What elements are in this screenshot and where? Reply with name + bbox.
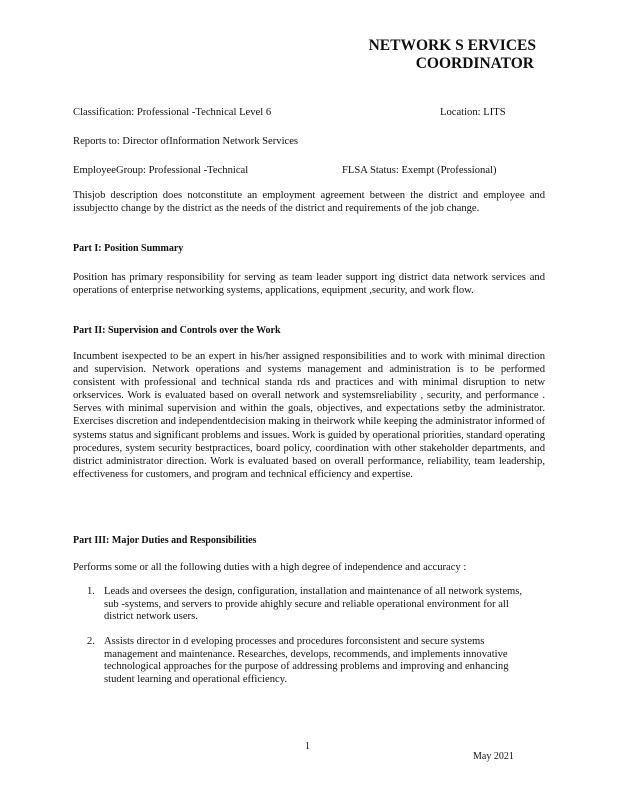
part-2-heading: Part II: Supervision and Controls over the Work xyxy=(73,325,281,336)
disclaimer-paragraph: Thisjob description does notconstitute an employment agreement between the district and employee and issubjectto change by the district as the needs of the district and requirements of the job change. xyxy=(73,190,545,215)
part-3-intro: Performs some or all the following duties with a high degree of independence and accuracy : xyxy=(73,562,467,573)
page-number: 1 xyxy=(305,741,310,752)
classification: Classification: Professional -Technical Level 6 xyxy=(73,107,272,118)
list-item-2-text: Assists director in d eveloping processes and procedures forconsistent and secure systems management and maintenance. Researches, develops, recommends, and implements innovative technological approaches for the purpose of addressing problems and improving and enhancing student learning and operational efficiency. xyxy=(104,636,509,685)
reports-to: Reports to: Director ofInformation Network Services xyxy=(73,136,299,147)
employee-group: EmployeeGroup: Professional -Technical xyxy=(73,165,249,176)
location: Location: LITS xyxy=(440,107,506,118)
list-item-2-number: 2. xyxy=(87,636,95,647)
part-1-text: Position has primary responsibility for serving as team leader support ing district data network services and operations of enterprise networking systems, applications, equipment ,security, and work flow. xyxy=(73,272,545,297)
flsa-status: FLSA Status: Exempt (Professional) xyxy=(342,165,497,176)
title-line-1: NETWORK S ERVICES xyxy=(368,37,536,54)
footer-date: May 2021 xyxy=(473,751,514,762)
part-1-heading: Part I: Position Summary xyxy=(73,243,184,254)
part-2-text: Incumbent isexpected to be an expert in his/her assigned responsibilities and to work with minimal direction and supervision. Network operations and systems management and administration is to be performed consistent with professional and technical standa rds and practices and with minimal disruption to netw orkservices. Work is evaluated based on overall network and systemsreliability , security, and performance . Serves with minimal supervision and within the goals, objectives, and expectations setby the administrator. Exercises discretion and independentdecision making in theirwork while keeping the administrator informed of systems status and significant problems and issues. Work is guided by operational priorities, standard operating procedures, system security bestpractices, board policy, coordination with other stakeholder departments, and district administrator direction. Work is evaluated based on overall performance, reliability, team leadership, effectiveness for customers, and program and technical efficiency and expertise. xyxy=(73,351,545,480)
list-item-1-text: Leads and oversees the design, configuration, installation and maintenance of all network systems, sub -systems, and servers to provide ahighly secure and reliable operational environment for all district network users. xyxy=(104,586,523,622)
part-3-heading: Part III: Major Duties and Responsibilities xyxy=(73,535,257,546)
document-title xyxy=(236,37,536,73)
list-item-1-number: 1. xyxy=(87,586,95,597)
title-line-2: COORDINATOR xyxy=(415,55,534,72)
